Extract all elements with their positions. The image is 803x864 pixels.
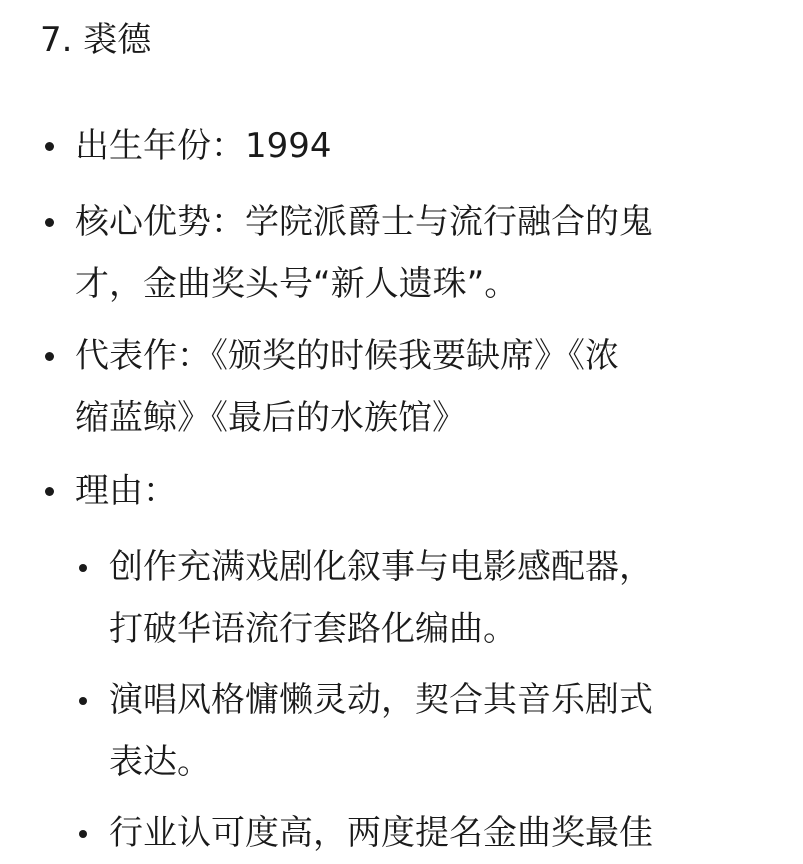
bullet-icon: [45, 142, 54, 151]
bullet-icon: [79, 830, 87, 838]
item-text: [75, 191, 775, 315]
item-line: 缩蓝鲸》《最后的水族馆》: [75, 398, 466, 438]
item-line: 行业认可度高，两度提名金曲奖最佳: [109, 813, 653, 853]
item-text: [109, 536, 769, 660]
item-line: 出生年份：1994: [75, 126, 332, 166]
item-text: [75, 460, 775, 522]
item-text: [109, 669, 769, 793]
item-line: 表达。: [109, 742, 211, 782]
bullet-icon: [79, 564, 87, 572]
bullet-icon: [79, 697, 87, 705]
item-text: [75, 115, 775, 177]
item-line: 演唱风格慵懒灵动，契合其音乐剧式: [109, 680, 653, 720]
bullet-icon: [45, 352, 54, 361]
item-line: 打破华语流行套路化编曲。: [109, 609, 517, 649]
item-line: 代表作：《颁奖的时候我要缺席》《浓: [75, 336, 619, 376]
item-text: [109, 802, 769, 864]
item-line: 核心优势：学院派爵士与流行融合的鬼: [75, 202, 653, 242]
item-line: 创作充满戏剧化叙事与电影感配器，: [109, 547, 653, 587]
section-heading: 7. 裘德: [40, 20, 152, 60]
item-line: 才，金曲奖头号“新人遗珠”。: [75, 264, 519, 304]
item-text: [75, 325, 775, 449]
item-line: 理由：: [75, 471, 177, 511]
bullet-icon: [45, 487, 54, 496]
bullet-icon: [45, 218, 54, 227]
